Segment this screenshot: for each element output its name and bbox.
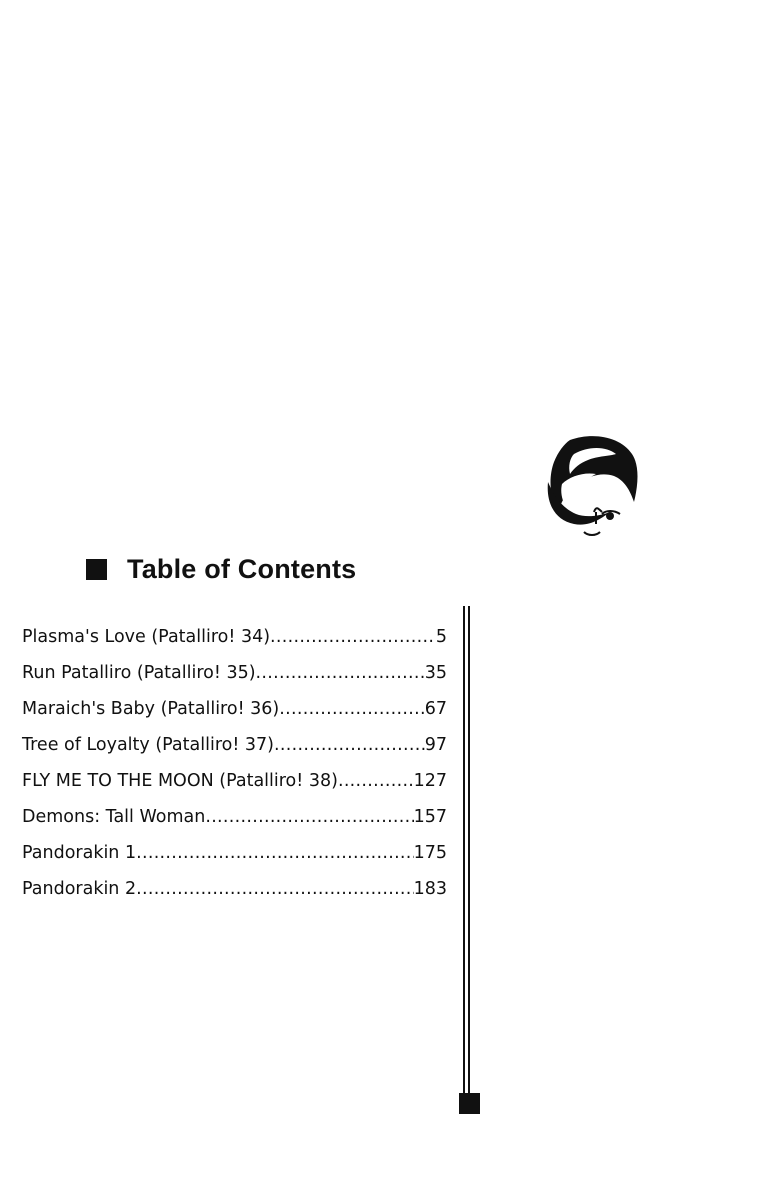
toc-entry — [22, 699, 447, 735]
toc-entry-page: 67 — [424, 699, 447, 719]
toc-entry-title: FLY ME TO THE MOON (Patalliro! 38) — [22, 771, 338, 791]
toc-entry — [22, 735, 447, 771]
swirl-face-logo-icon — [540, 432, 644, 544]
toc-entry — [22, 627, 447, 663]
toc-entry-title: Demons: Tall Woman — [22, 807, 206, 827]
toc-entry-title: Run Patalliro (Patalliro! 35) — [22, 663, 256, 683]
toc-leader-dots — [136, 843, 413, 863]
toc-entry-page: 97 — [424, 735, 447, 755]
toc-entry — [22, 843, 447, 879]
page-title: Table of Contents — [127, 554, 357, 584]
toc-heading — [86, 556, 356, 583]
toc-leader-dots — [205, 807, 413, 827]
toc-entry-title: Plasma's Love (Patalliro! 34) — [22, 627, 271, 647]
toc-entry-page: 183 — [413, 879, 447, 899]
toc-leader-dots — [270, 627, 436, 647]
toc-entry — [22, 879, 447, 915]
square-bullet-icon — [86, 559, 107, 580]
toc-entry-page: 175 — [413, 843, 447, 863]
toc-entry-page: 127 — [413, 771, 447, 791]
toc-list — [22, 627, 447, 915]
toc-entry-title: Pandorakin 1 — [22, 843, 137, 863]
toc-entry — [22, 771, 447, 807]
toc-leader-dots — [256, 663, 425, 683]
vertical-rule — [463, 606, 465, 1094]
vertical-rule — [468, 606, 470, 1094]
toc-leader-dots — [136, 879, 413, 899]
toc-entry-page: 35 — [424, 663, 447, 683]
toc-leader-dots — [338, 771, 414, 791]
toc-entry-title: Pandorakin 2 — [22, 879, 137, 899]
toc-entry — [22, 663, 447, 699]
toc-entry — [22, 807, 447, 843]
toc-entry-title: Maraich's Baby (Patalliro! 36) — [22, 699, 280, 719]
square-end-icon — [459, 1093, 480, 1114]
toc-leader-dots — [274, 735, 425, 755]
toc-leader-dots — [279, 699, 424, 719]
toc-entry-title: Tree of Loyalty (Patalliro! 37) — [22, 735, 275, 755]
toc-entry-page: 157 — [413, 807, 447, 827]
toc-entry-page: 5 — [435, 627, 447, 647]
